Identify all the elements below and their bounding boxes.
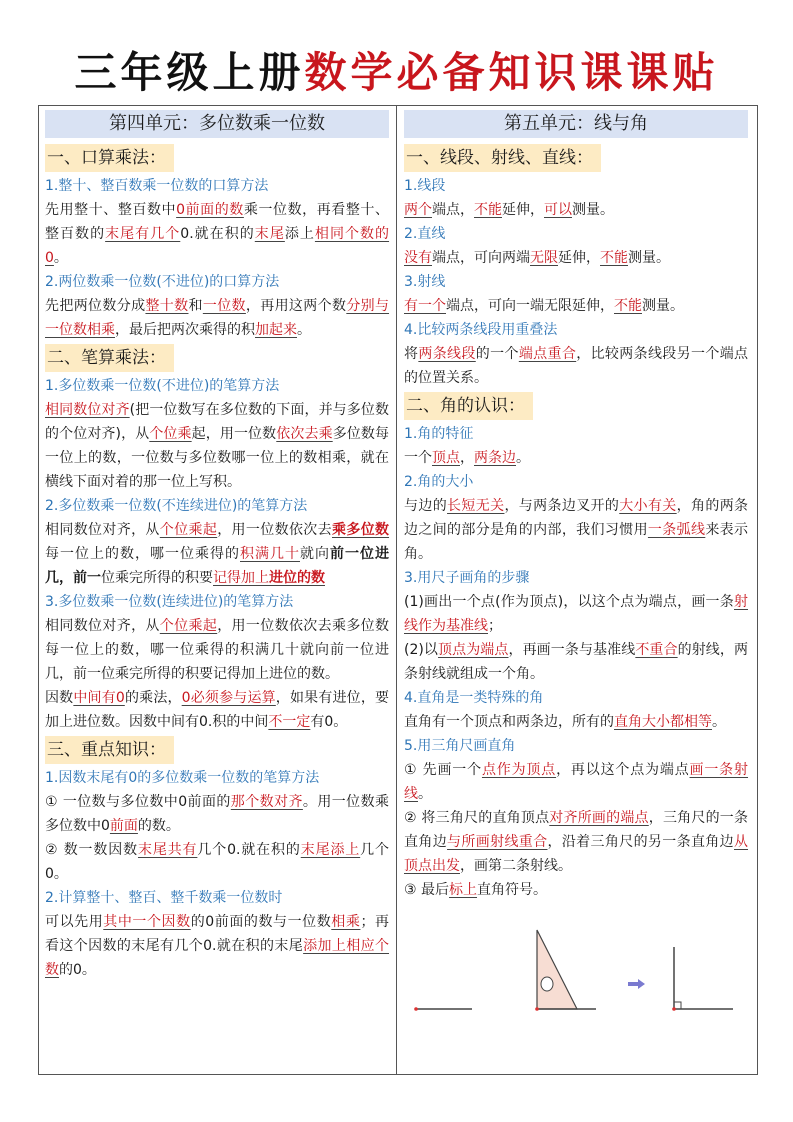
text: 可以先用 xyxy=(45,914,104,930)
text: (2)以 xyxy=(404,642,439,658)
text: 因数 xyxy=(45,690,74,706)
highlighted-text: 依次去乘 xyxy=(276,426,333,442)
text: 一个 xyxy=(404,450,432,466)
text: 端点，可向一端无限延伸， xyxy=(446,298,614,314)
highlighted-text: 中间有0 xyxy=(73,690,125,706)
text: 的0。 xyxy=(59,962,96,978)
highlighted-text: 一位数 xyxy=(202,298,246,314)
text: 和 xyxy=(188,298,203,314)
set-square-step-2 xyxy=(535,930,596,1011)
highlighted-text: 画一条射线 xyxy=(404,762,749,802)
highlighted-text: 那个数对齐 xyxy=(230,794,303,810)
text: ② 数一数因数 xyxy=(45,842,138,858)
paragraph xyxy=(404,638,748,686)
text: 将 xyxy=(404,346,419,362)
highlighted-text: 0前面的数 xyxy=(176,202,244,218)
unit-body xyxy=(404,142,748,902)
section-heading xyxy=(45,736,174,764)
text: (1)画出一个点(作为顶点)，以这个点为端点，画一条 xyxy=(404,594,734,610)
text: 4.直角是一类特殊的角 xyxy=(404,690,544,706)
text: 先用整十、整百数中 xyxy=(45,202,177,218)
text: 延伸， xyxy=(502,202,544,218)
text: (把一位数写在多位数的下面，并与多位数的个位对齐)，从 xyxy=(45,402,389,442)
subsection-title xyxy=(404,174,748,198)
text: 3.射线 xyxy=(404,274,446,290)
subsection-title xyxy=(45,270,389,294)
highlighted-text: 其中一个因数 xyxy=(103,914,191,930)
text: 1.因数末尾有0的多位数乘一位数的笔算方法 xyxy=(45,770,320,786)
subsection-title xyxy=(404,318,748,342)
subsection-title xyxy=(45,174,389,198)
subsection-title xyxy=(404,686,748,710)
text: 的乘法， xyxy=(124,690,182,706)
text: 每一位上的数，哪一位乘得的 xyxy=(45,546,240,562)
text: 0.就在积的 xyxy=(180,226,255,242)
paragraph xyxy=(45,790,389,838)
highlighted-text: 前一位进几，前一 xyxy=(45,546,389,586)
highlighted-text: 整十数 xyxy=(145,298,189,314)
paragraph xyxy=(404,710,748,734)
text: 来表示角。 xyxy=(404,522,749,562)
text: 乘一位数，再看整十、整百数的 xyxy=(45,202,389,242)
text: ① 一位数与多位数中0前面的 xyxy=(45,794,231,810)
text: 。 xyxy=(418,786,432,802)
text: ，与两条边叉开的 xyxy=(504,498,620,514)
subsection-title xyxy=(404,422,748,446)
text: 1.多位数乘一位数(不进位)的笔算方法 xyxy=(45,378,280,394)
text: ，再用这两个数 xyxy=(245,298,347,314)
highlighted-text: 无限 xyxy=(530,250,558,266)
text: 测量。 xyxy=(628,250,670,266)
paragraph xyxy=(404,198,748,222)
text: 位乘完所得的积要 xyxy=(101,570,213,586)
text: 测量。 xyxy=(642,298,684,314)
text: 延伸， xyxy=(558,250,600,266)
subsection-title xyxy=(45,590,389,614)
highlighted-text: 不一定 xyxy=(268,714,311,730)
text: 2.计算整十、整百、整千数乘一位数时 xyxy=(45,890,283,906)
highlighted-text: 没有 xyxy=(404,250,432,266)
text: 的射线，两条射线就组成一个角。 xyxy=(404,642,748,682)
subsection-title xyxy=(404,734,748,758)
highlighted-text: 进位的数 xyxy=(269,570,325,586)
text: 1.整十、整百数乘一位数的口算方法 xyxy=(45,178,269,194)
text: 3.多位数乘一位数(连续进位)的笔算方法 xyxy=(45,594,294,610)
text: 直角符号。 xyxy=(477,882,548,898)
text: ，如果有进位，要加上进位数。因数中间有0.积的中间 xyxy=(45,690,390,730)
subsection-title xyxy=(404,470,748,494)
highlighted-text: 射线作为基准线 xyxy=(404,594,748,634)
text: ，画第二条射线。 xyxy=(460,858,572,874)
text: 相同数位对齐，从 xyxy=(45,522,160,538)
unit-5-column xyxy=(404,110,748,902)
highlighted-text: 个位乘起 xyxy=(159,618,218,634)
unit-4-column xyxy=(45,110,389,982)
paragraph xyxy=(404,758,748,806)
highlighted-text: 不重合 xyxy=(635,642,678,658)
highlighted-text: 分别与一位数相乘 xyxy=(45,298,390,338)
text: ① 先画一个 xyxy=(404,762,482,778)
highlighted-text: 乘多位数 xyxy=(332,522,390,538)
highlighted-text: 与所画射线重合 xyxy=(447,834,548,850)
highlighted-text: 不能 xyxy=(474,202,502,218)
highlighted-text: 不能 xyxy=(614,298,642,314)
highlighted-text: 长短无关 xyxy=(447,498,505,514)
text: 3.用尺子画角的步骤 xyxy=(404,570,530,586)
text: ，再画一条与基准线 xyxy=(508,642,636,658)
paragraph xyxy=(404,590,748,638)
text: ，最后把两次乘得的积 xyxy=(115,322,255,338)
highlighted-text: 两个 xyxy=(404,202,432,218)
text: 一、线段、射线、直线： xyxy=(406,148,593,168)
text: ； xyxy=(488,618,502,634)
text: 。 xyxy=(712,714,726,730)
highlighted-text: 两条边 xyxy=(474,450,516,466)
highlighted-text: 对齐所画的端点 xyxy=(549,810,649,826)
highlighted-text: 一条弧线 xyxy=(647,522,706,538)
text: 多位数每一位上的数，一位数与多位数哪一位上的数相乘，就在横线下面对着的那一位上写积。 xyxy=(45,426,390,490)
text: 2.角的大小 xyxy=(404,474,474,490)
highlighted-text: 0必须参与运算 xyxy=(181,690,276,706)
highlighted-text: 顶点为端点 xyxy=(438,642,509,658)
text: 的一个 xyxy=(475,346,519,362)
text: ，再以这个点为端点 xyxy=(556,762,690,778)
text: 二、笔算乘法： xyxy=(47,348,166,368)
highlighted-text: 末尾 xyxy=(254,226,285,242)
right-angle-drawing-figure xyxy=(404,920,754,1020)
highlighted-text: 顶点 xyxy=(432,450,460,466)
paragraph xyxy=(404,294,748,318)
text: 三、重点知识： xyxy=(47,740,166,760)
highlighted-text: 端点重合 xyxy=(518,346,577,362)
text: ，用一位数依次去 xyxy=(217,522,332,538)
text: 2.直线 xyxy=(404,226,446,242)
highlighted-text: 前面 xyxy=(109,818,138,834)
highlighted-text: 点作为顶点 xyxy=(481,762,557,778)
subsection-title xyxy=(404,222,748,246)
section-heading xyxy=(404,144,601,172)
highlighted-text: 相同个数的0 xyxy=(45,226,390,266)
subsection-title xyxy=(45,766,389,790)
highlighted-text: 积满几十 xyxy=(240,546,300,562)
subsection-title xyxy=(404,566,748,590)
highlighted-text: 标上 xyxy=(449,882,478,898)
text: 几个0。 xyxy=(45,842,390,882)
ray-step-1 xyxy=(414,1007,472,1011)
text: 端点，可向两端 xyxy=(432,250,530,266)
highlighted-text: 加起来 xyxy=(255,322,297,338)
text: 一、口算乘法： xyxy=(47,148,166,168)
subsection-title xyxy=(45,494,389,518)
highlighted-text: 记得加上 xyxy=(213,570,269,586)
text: 1.线段 xyxy=(404,178,446,194)
text: 相同数位对齐，从 xyxy=(45,618,160,634)
highlighted-text: 从顶点出发 xyxy=(404,834,749,874)
subsection-title xyxy=(45,886,389,910)
title-black: 三年级上册 xyxy=(74,48,305,97)
text: 2.多位数乘一位数(不连续进位)的笔算方法 xyxy=(45,498,308,514)
text: ，用一位数依次去乘多位数每一位上的数，哪一位乘得的积满几十就向前一位进几，前一位乘完所得的积要记得加上进位的数。 xyxy=(45,618,390,682)
text: ，角的两条边之间的部分是角的内部，我们习惯用 xyxy=(404,498,749,538)
text: ，比较两条线段另一个端点的位置关系。 xyxy=(404,346,749,386)
highlighted-text: 大小有关 xyxy=(619,498,677,514)
paragraph xyxy=(45,398,389,494)
text: ③ 最后 xyxy=(404,882,450,898)
text: 起，用一位数 xyxy=(191,426,277,442)
paragraph xyxy=(404,494,748,566)
text: 2.两位数乘一位数(不进位)的口算方法 xyxy=(45,274,280,290)
text: 4.比较两条线段用重叠法 xyxy=(404,322,558,338)
paragraph xyxy=(45,518,389,590)
text: 与边的 xyxy=(404,498,448,514)
right-angle-result xyxy=(672,947,733,1011)
paragraph xyxy=(404,446,748,470)
highlighted-text: 末尾添上 xyxy=(300,842,361,858)
section-heading xyxy=(45,344,174,372)
title-red: 数学必备知识课课贴 xyxy=(304,48,719,97)
paragraph xyxy=(404,246,748,270)
paragraph xyxy=(45,614,389,686)
highlighted-text: 末尾有几个 xyxy=(105,226,181,242)
highlighted-text: 相同数位对齐 xyxy=(45,402,130,418)
highlighted-text: 两条线段 xyxy=(418,346,476,362)
paragraph xyxy=(404,342,748,390)
text: 直角有一个顶点和两条边，所有的 xyxy=(404,714,614,730)
text: 有0。 xyxy=(310,714,348,730)
arrow-icon xyxy=(628,979,645,989)
text: 的0前面的数与一位数 xyxy=(190,914,332,930)
highlighted-text: 相乘 xyxy=(331,914,361,930)
text: 。 xyxy=(53,250,68,266)
unit-body xyxy=(45,142,389,982)
text: 添上 xyxy=(284,226,315,242)
text: 5.用三角尺画直角 xyxy=(404,738,516,754)
text: 1.角的特征 xyxy=(404,426,474,442)
paragraph xyxy=(45,910,389,982)
text: 的数。 xyxy=(137,818,180,834)
text: 二、角的认识： xyxy=(406,396,525,416)
highlighted-text: 个位乘 xyxy=(149,426,192,442)
paragraph xyxy=(404,806,748,878)
text: ② 将三角尺的直角顶点 xyxy=(404,810,550,826)
subsection-title xyxy=(45,374,389,398)
paragraph xyxy=(45,838,389,886)
paragraph xyxy=(45,294,389,342)
unit-header: 第五单元：线与角 xyxy=(404,110,748,138)
paragraph xyxy=(404,878,748,902)
text: ， xyxy=(460,450,474,466)
text: 。用一位数乘多位数中0 xyxy=(45,794,390,834)
highlighted-text: 有一个 xyxy=(404,298,446,314)
text: 端点， xyxy=(432,202,474,218)
text: 。 xyxy=(297,322,311,338)
highlighted-text: 直角大小都相等 xyxy=(614,714,712,730)
section-heading xyxy=(45,144,174,172)
column-divider xyxy=(396,105,397,1075)
highlighted-text: 个位乘起 xyxy=(159,522,218,538)
unit-header: 第四单元：多位数乘一位数 xyxy=(45,110,389,138)
text: ；再看这个因数的末尾有几个0.就在积的末尾 xyxy=(45,914,390,954)
text: 就向 xyxy=(300,546,330,562)
page-title xyxy=(0,40,793,100)
text: 几个0.就在积的 xyxy=(197,842,301,858)
highlighted-text: 末尾共有 xyxy=(137,842,198,858)
text: 先把两位数分成 xyxy=(45,298,146,314)
text: 测量。 xyxy=(572,202,614,218)
highlighted-text: 不能 xyxy=(600,250,628,266)
section-heading xyxy=(404,392,533,420)
text: 。 xyxy=(516,450,530,466)
highlighted-text: 添加上相应个数 xyxy=(45,938,390,978)
paragraph xyxy=(45,198,389,270)
paragraph xyxy=(45,686,389,734)
subsection-title xyxy=(404,270,748,294)
highlighted-text: 可以 xyxy=(544,202,572,218)
text: ，三角尺的一条直角边 xyxy=(404,810,749,850)
text: ，沿着三角尺的另一条直角边 xyxy=(547,834,735,850)
